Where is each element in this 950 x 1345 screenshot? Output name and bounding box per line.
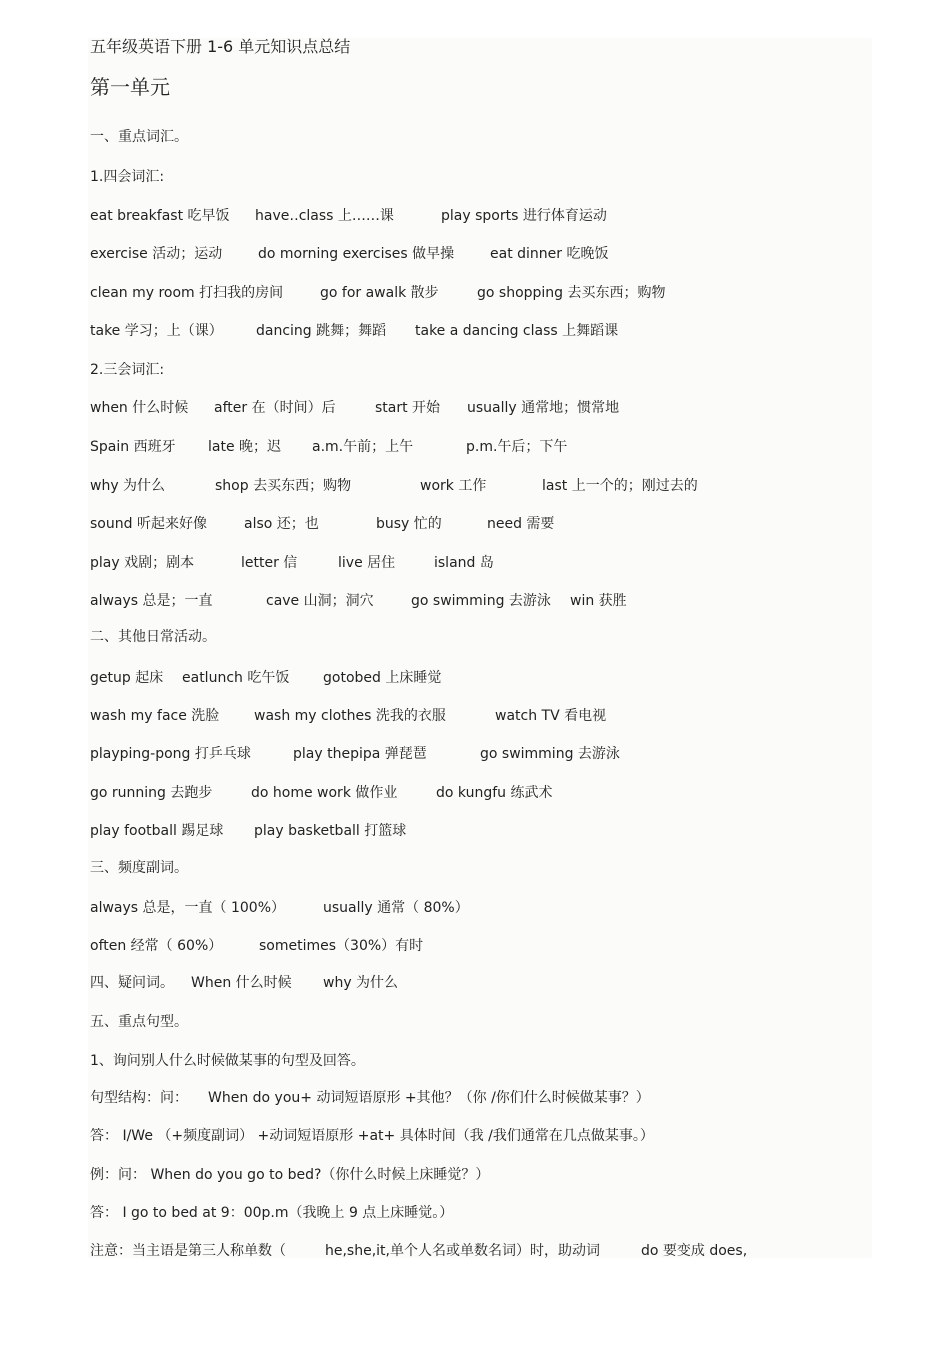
- text-segment: do home work 做作业: [251, 785, 398, 801]
- text-segment: late 晚；迟: [208, 439, 282, 455]
- text-segment: usually 通常地；惯常地: [467, 400, 620, 416]
- text-segment: eat dinner 吃晚饭: [490, 246, 609, 262]
- text-segment: 2.三会词汇:: [90, 362, 165, 378]
- text-segment: play basketball 打篮球: [254, 823, 407, 839]
- text-segment: usually 通常（ 80%）: [323, 900, 469, 916]
- text-segment: playping-pong 打乒乓球: [90, 746, 251, 762]
- document-title: 五年级英语下册 1-6 单元知识点总结: [90, 37, 351, 56]
- text-segment: dancing 跳舞；舞蹈: [256, 323, 387, 339]
- text-segment: start 开始: [375, 400, 441, 416]
- text-segment: 1、询问别人什么时候做某事的句型及回答。: [90, 1053, 365, 1069]
- text-segment: 句型结构：问：: [90, 1090, 188, 1106]
- text-segment: eat breakfast 吃早饭: [90, 208, 230, 224]
- text-segment: busy 忙的: [376, 516, 442, 532]
- text-segment: 例：问： When do you go to bed?（你什么时候上床睡觉？）: [90, 1167, 490, 1183]
- text-segment: play football 踢足球: [90, 823, 224, 839]
- text-segment: wash my clothes 洗我的衣服: [254, 708, 446, 724]
- text-segment: last 上一个的；刚过去的: [542, 478, 698, 494]
- text-segment: 1.四会词汇:: [90, 169, 165, 185]
- text-segment: work 工作: [420, 478, 487, 494]
- text-segment: cave 山洞；洞穴: [266, 593, 374, 609]
- text-segment: p.m.午后；下午: [466, 439, 568, 455]
- text-segment: Spain 西班牙: [90, 439, 176, 455]
- text-segment: go swimming 去游泳: [411, 593, 551, 609]
- text-segment: go shopping 去买东西；购物: [477, 285, 666, 301]
- text-segment: always 总是，一直（ 100%）: [90, 900, 286, 916]
- text-segment: When 什么时候: [191, 975, 292, 991]
- text-segment: 二、其他日常活动。: [90, 629, 216, 645]
- text-segment: take 学习；上（课）: [90, 323, 223, 339]
- text-segment: 注意：当主语是第三人称单数（: [90, 1243, 286, 1259]
- text-segment: play sports 进行体育运动: [441, 208, 607, 224]
- text-segment: 答： I/We （+频度副词） +动词短语原形 +at+ 具体时间（我 /我们通常在几点做某事。）: [90, 1128, 654, 1144]
- text-segment: why 为什么: [323, 975, 399, 991]
- text-segment: have‥class 上……课: [255, 208, 394, 224]
- text-segment: clean my room 打扫我的房间: [90, 285, 284, 301]
- text-segment: eatlunch 吃午饭: [182, 670, 290, 686]
- text-segment: after 在（时间）后: [214, 400, 336, 416]
- text-segment: a.m.午前；上午: [312, 439, 414, 455]
- text-segment: exercise 活动；运动: [90, 246, 223, 262]
- text-segment: why 为什么: [90, 478, 166, 494]
- text-segment: also 还；也: [244, 516, 319, 532]
- text-segment: 一、重点词汇。: [90, 129, 188, 145]
- text-segment: 五、重点句型。: [90, 1014, 188, 1030]
- text-segment: island 岛: [434, 555, 494, 571]
- text-segment: gotobed 上床睡觉: [323, 670, 442, 686]
- text-segment: play thepipa 弹琵琶: [293, 746, 427, 762]
- text-segment: need 需要: [487, 516, 555, 532]
- text-segment: go for awalk 散步: [320, 285, 439, 301]
- text-segment: often 经常（ 60%）: [90, 938, 223, 954]
- text-segment: 三、频度副词。: [90, 860, 188, 876]
- text-segment: sometimes（30%）有时: [259, 938, 424, 954]
- text-segment: 四、疑问词。: [90, 975, 174, 991]
- text-segment: take a dancing class 上舞蹈课: [415, 323, 619, 339]
- text-segment: do 要变成 does,: [641, 1243, 748, 1259]
- text-segment: getup 起床: [90, 670, 164, 686]
- text-segment: 答： I go to bed at 9：00p.m（我晚上 9 点上床睡觉。）: [90, 1205, 454, 1221]
- unit-title: 第一单元: [90, 75, 170, 99]
- text-segment: when 什么时候: [90, 400, 189, 416]
- text-segment: win 获胜: [570, 593, 627, 609]
- text-segment: When do you+ 动词短语原形 +其他？（你 /你们什么时候做某事？）: [208, 1090, 650, 1106]
- text-segment: sound 听起来好像: [90, 516, 207, 532]
- text-segment: watch TV 看电视: [495, 708, 607, 724]
- text-segment: play 戏剧；剧本: [90, 555, 195, 571]
- text-segment: go running 去跑步: [90, 785, 213, 801]
- text-segment: always 总是；一直: [90, 593, 213, 609]
- text-segment: do kungfu 练武术: [436, 785, 553, 801]
- text-segment: wash my face 洗脸: [90, 708, 220, 724]
- text-segment: go swimming 去游泳: [480, 746, 620, 762]
- text-segment: he,she,it,单个人名或单数名词）时，助动词: [325, 1243, 600, 1259]
- text-segment: do morning exercises 做早操: [258, 246, 455, 262]
- text-segment: shop 去买东西；购物: [215, 478, 352, 494]
- text-segment: live 居住: [338, 555, 396, 571]
- text-segment: letter 信: [241, 555, 298, 571]
